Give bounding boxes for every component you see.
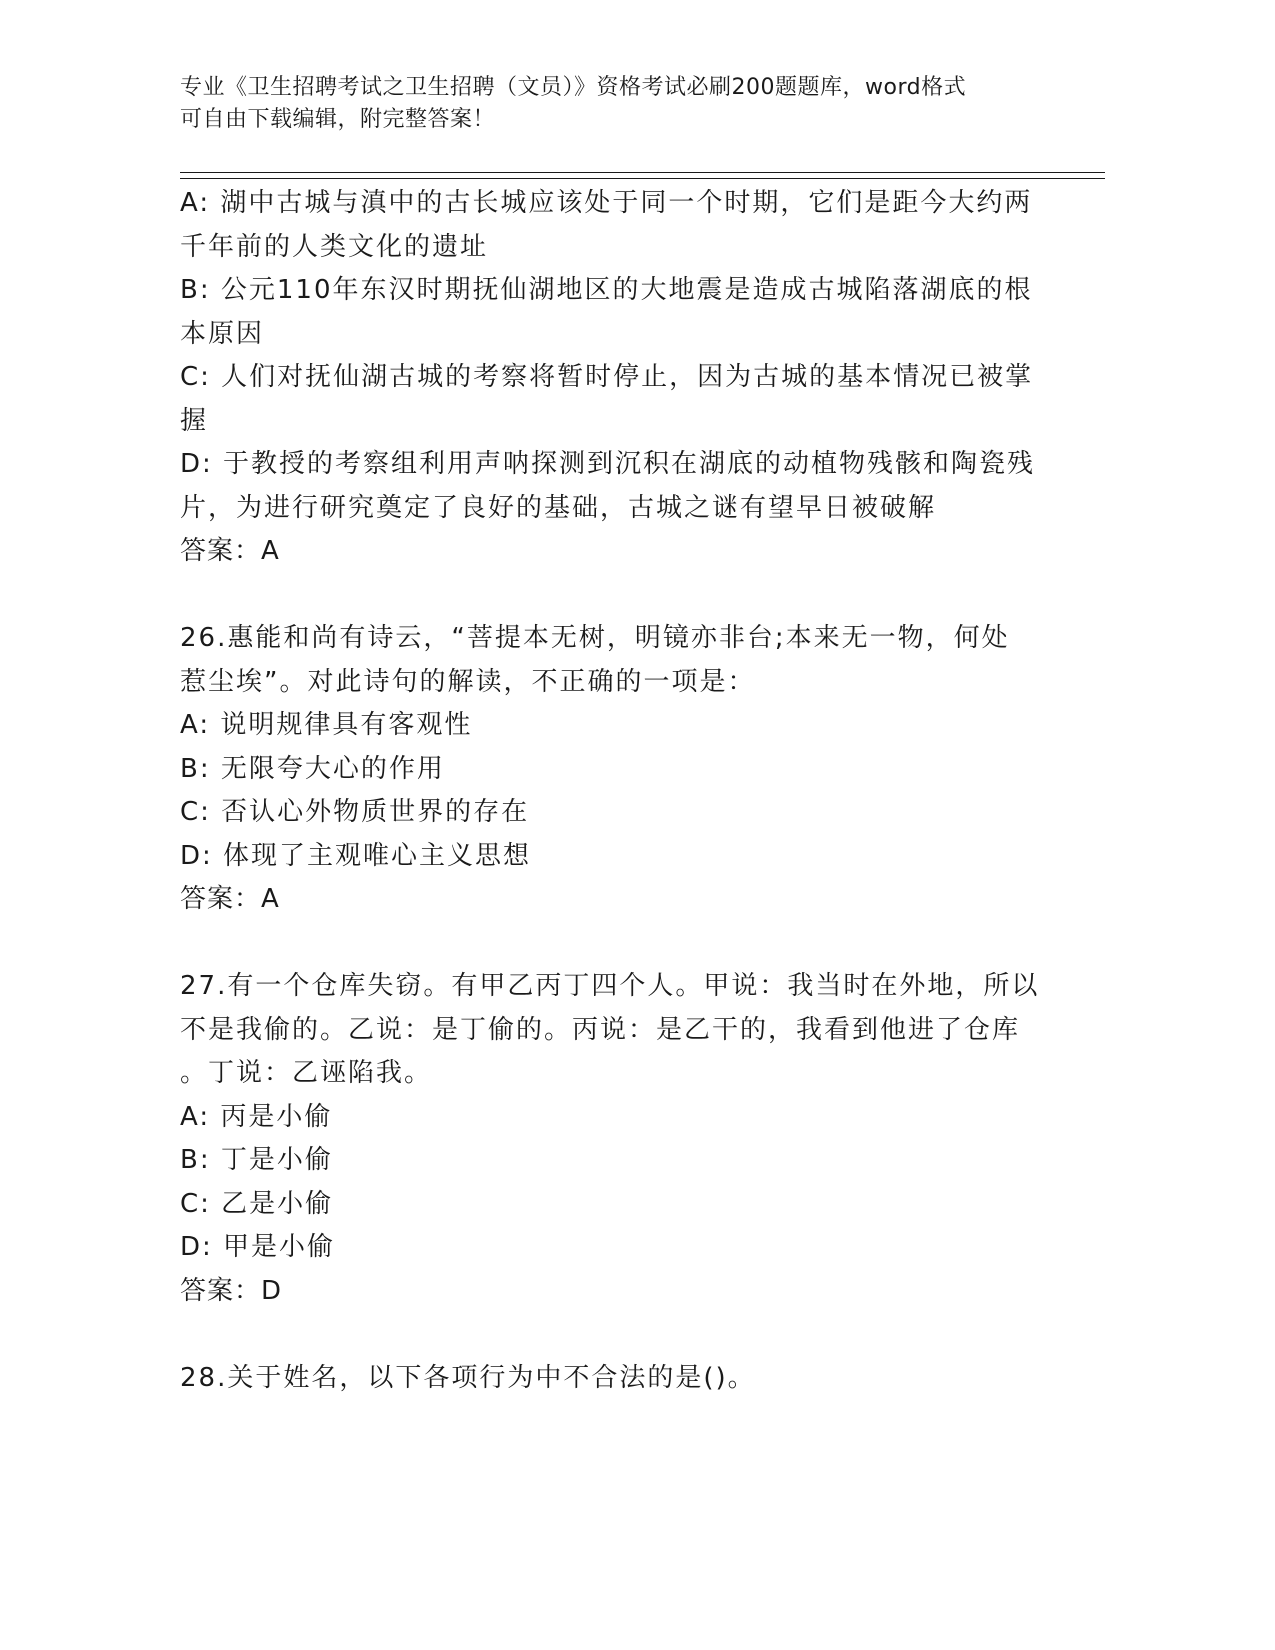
q27-answer: 答案：D (180, 1275, 283, 1306)
document-header (180, 72, 1040, 136)
question-27-block (180, 965, 1040, 1313)
q26-option-d: D: 体现了主观唯心主义思想 (180, 840, 532, 871)
q25-option-a-line-2: 千年前的人类文化的遗址 (180, 231, 489, 262)
q25-option-a-line-1: A: 湖中古城与滇中的古长城应该处于同一个时期，它们是距今大约两 (180, 188, 1033, 218)
question-list (180, 182, 1040, 1400)
q26-answer: 答案：A (180, 884, 280, 914)
q27-option-c: C: 乙是小偷 (180, 1188, 334, 1219)
q26-option-a: A: 说明规律具有客观性 (180, 710, 473, 740)
q25-option-b-line-1: B: 公元110年东汉时期抚仙湖地区的大地震是造成古城陷落湖底的根 (180, 275, 1033, 305)
q25-option-c-line-2: 握 (180, 405, 209, 436)
q25-answer: 答案：A (180, 536, 280, 566)
q27-stem-line-2: 不是我偷的。乙说：是丁偷的。丙说：是乙干的，我看到他进了仓库 (180, 1014, 1021, 1045)
q26-stem-line-2: 惹尘埃”。对此诗句的解读，不正确的一项是： (180, 666, 756, 697)
header-divider-top (180, 172, 1105, 173)
q25-option-c-line-1: C: 人们对抚仙湖古城的考察将暂时停止，因为古城的基本情况已被掌 (180, 362, 1034, 392)
q28-stem-line-1: 28.关于姓名，以下各项行为中不合法的是()。 (180, 1362, 756, 1393)
question-26-block (180, 617, 1040, 922)
header-title-line-1: 专业《卫生招聘考试之卫生招聘（文员）》资格考试必刷200题题库，word格式 (180, 75, 967, 100)
q27-option-b: B: 丁是小偷 (180, 1145, 333, 1175)
q25-option-d-line-2: 片，为进行研究奠定了良好的基础，古城之谜有望早日被破解 (180, 492, 937, 523)
question-spacer (180, 922, 1040, 966)
q27-option-a: A: 丙是小偷 (180, 1101, 333, 1132)
q26-option-c: C: 否认心外物质世界的存在 (180, 797, 530, 827)
q26-stem-line-1: 26.惠能和尚有诗云，“菩提本无树，明镜亦非台;本来无一物，何处 (180, 623, 1010, 653)
header-divider-bottom (180, 178, 1105, 179)
question-25-block (180, 182, 1040, 574)
q27-option-d: D: 甲是小偷 (180, 1232, 336, 1262)
q26-option-b: B: 无限夸大心的作用 (180, 753, 445, 784)
header-title-line-2: 可自由下载编辑，附完整答案！ (180, 107, 496, 132)
question-spacer (180, 1313, 1040, 1357)
question-28-block (180, 1357, 1040, 1401)
q27-stem-line-1: 27.有一个仓库失窃。有甲乙丙丁四个人。甲说：我当时在外地，所以 (180, 971, 1040, 1001)
q27-stem-line-3: 。丁说：乙诬陷我。 (180, 1058, 433, 1088)
question-spacer (180, 574, 1040, 618)
q25-option-b-line-2: 本原因 (180, 318, 265, 349)
q25-option-d-line-1: D: 于教授的考察组利用声呐探测到沉积在湖底的动植物残骸和陶瓷残 (180, 449, 1036, 479)
